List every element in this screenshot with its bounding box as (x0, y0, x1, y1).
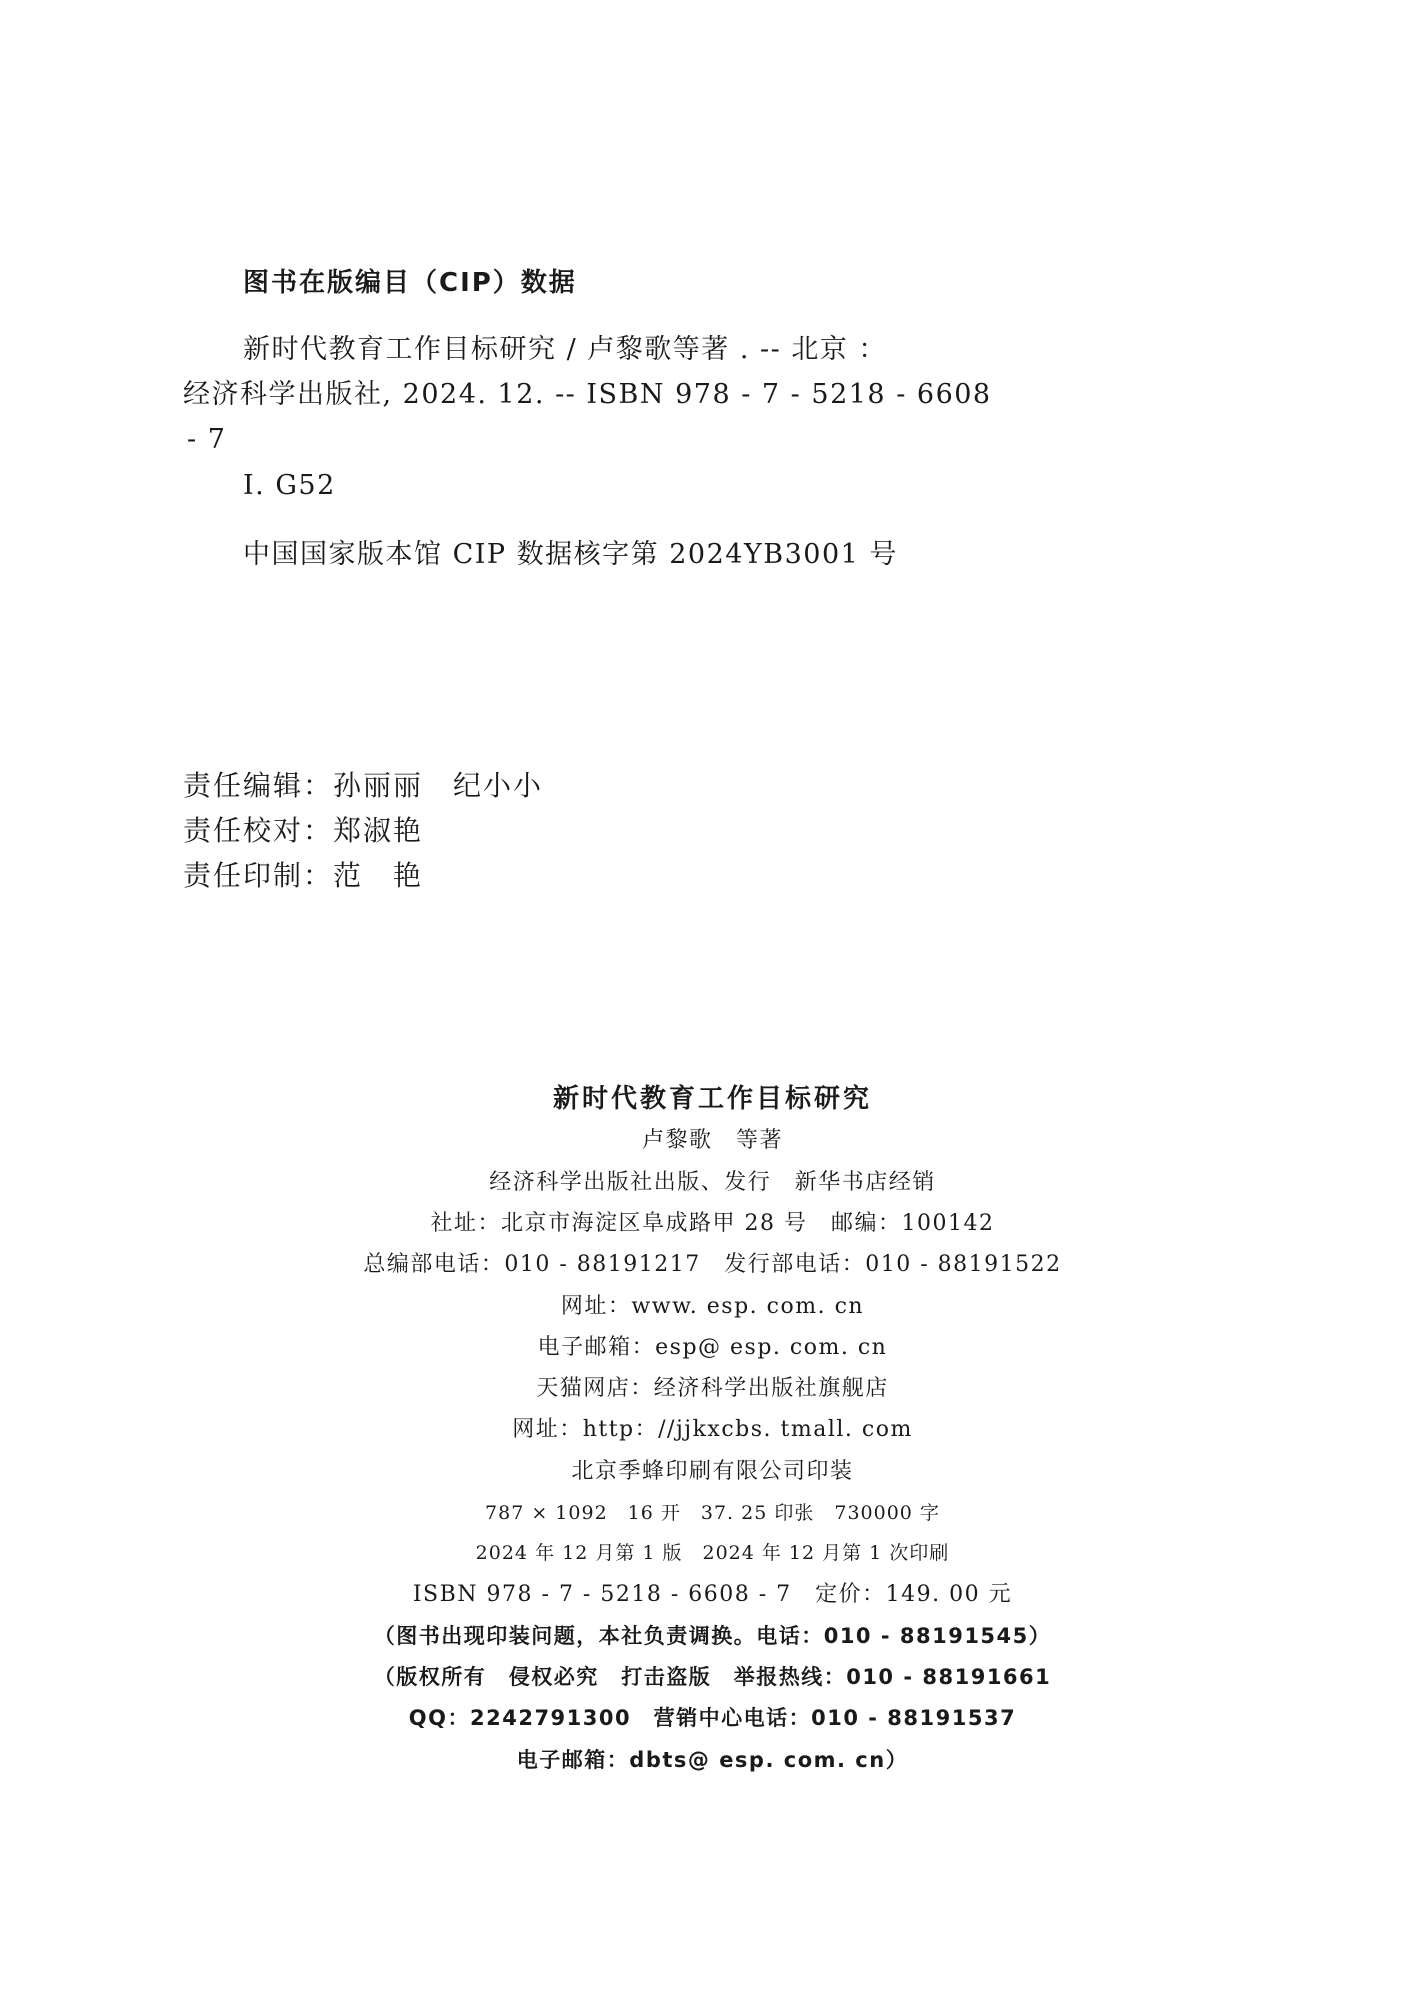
imprint-website: 网址：www. esp. com. cn (560, 1294, 865, 1319)
imprint-edition: 2024 年 12 月第 1 版 2024 年 12 月第 1 次印刷 (475, 1542, 950, 1564)
imprint-notice-rights: （版权所有 侵权必究 打击盗版 举报热线：010 - 88191661 (373, 1665, 1052, 1689)
staff-proofreader: 责任校对：郑淑艳 (183, 814, 424, 847)
cip-line-isbn-tail: - 7 (187, 424, 227, 455)
imprint-notice-email: 电子邮箱：dbts@ esp. com. cn） (516, 1748, 909, 1772)
staff-printing: 责任印制：范 艳 (183, 859, 424, 892)
imprint-email: 电子邮箱：esp@ esp. com. cn (537, 1335, 888, 1360)
cip-record-number: 中国国家版本馆 CIP 数据核字第 2024YB3001 号 (243, 539, 898, 570)
imprint-isbn-price: ISBN 978 - 7 - 5218 - 6608 - 7 定价：149. 00 元 (412, 1582, 1013, 1607)
imprint-notice-qq: QQ：2242791300 营销中心电话：010 - 88191537 (408, 1706, 1017, 1730)
imprint-address: 社址：北京市海淀区阜成路甲 28 号 邮编：100142 (430, 1211, 995, 1236)
imprint-author: 卢黎歌 等著 (641, 1128, 783, 1153)
imprint-tmall-url: 网址：http：//jjkxcbs. tmall. com (512, 1417, 913, 1442)
imprint-printer: 北京季蜂印刷有限公司印装 (571, 1459, 854, 1484)
cip-line-publisher-isbn: 经济科学出版社, 2024. 12. -- ISBN 978 - 7 - 5218 - 6608 (183, 379, 992, 410)
cip-line-title-author: 新时代教育工作目标研究 / 卢黎歌等著 . -- 北京 ： (243, 334, 887, 365)
cip-classification: Ⅰ. G52 (243, 470, 336, 501)
imprint-format: 787 × 1092 16 开 37. 25 印张 730000 字 (485, 1502, 940, 1524)
cip-heading: 图书在版编目（CIP）数据 (243, 268, 577, 298)
imprint-book-title: 新时代教育工作目标研究 (552, 1084, 872, 1114)
imprint-tmall-store: 天猫网店：经济科学出版社旗舰店 (536, 1376, 889, 1401)
staff-editors: 责任编辑：孙丽丽 纪小小 (183, 769, 544, 802)
imprint-phones: 总编部电话：010 - 88191217 发行部电话：010 - 88191522 (363, 1252, 1062, 1277)
imprint-publisher: 经济科学出版社出版、发行 新华书店经销 (489, 1170, 936, 1195)
imprint-notice-print: （图书出现印装问题，本社负责调换。电话：010 - 88191545） (373, 1624, 1052, 1648)
